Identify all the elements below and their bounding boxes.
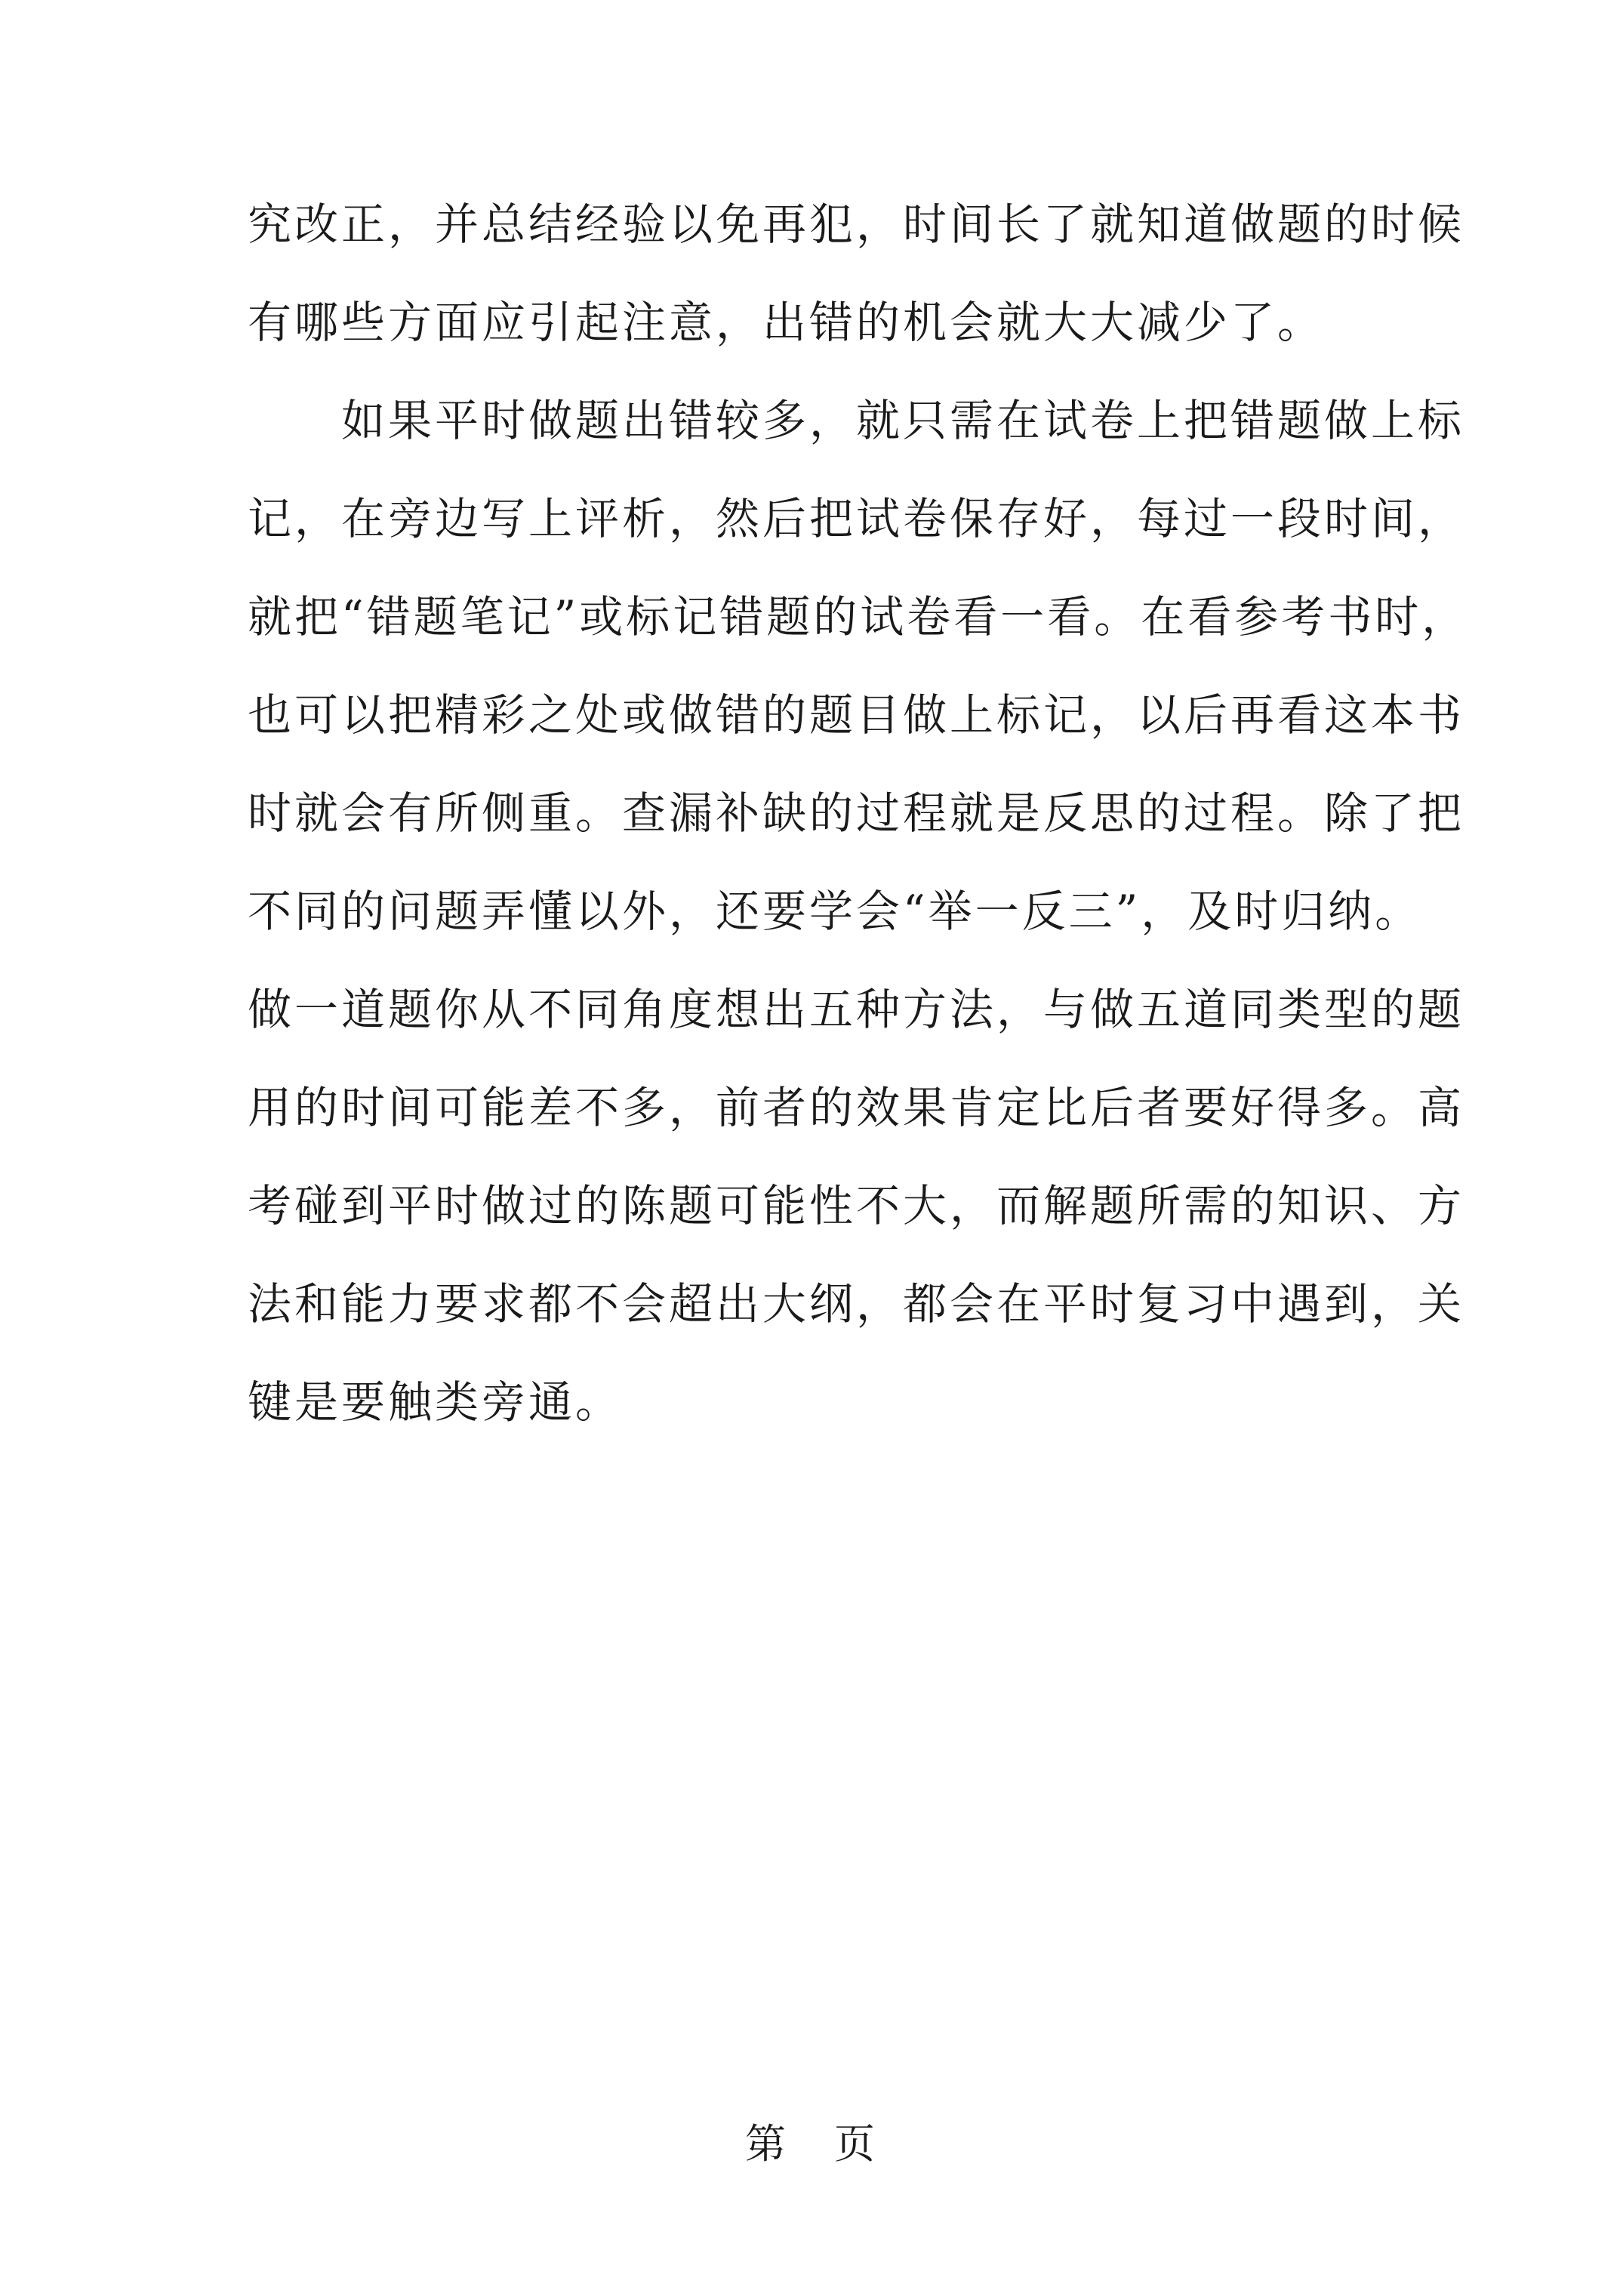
text-line: 记，在旁边写上评析，然后把试卷保存好，每过一段时间，: [248, 493, 1465, 544]
text-line: 究改正，并总结经验以免再犯，时间长了就知道做题的时候: [248, 199, 1465, 250]
footer-page-prefix: 第: [745, 2120, 789, 2168]
text-line: 也可以把精彩之处或做错的题目做上标记，以后再看这本书: [248, 689, 1465, 741]
text-line: 就把“错题笔记”或标记错题的试卷看一看。在看参考书时，: [248, 591, 1469, 643]
text-line: 做一道题你从不同角度想出五种方法，与做五道同类型的题: [248, 984, 1465, 1035]
text-line: 用的时间可能差不多，前者的效果肯定比后者要好得多。高: [248, 1082, 1465, 1133]
text-line: 考碰到平时做过的陈题可能性不大，而解题所需的知识、方: [248, 1180, 1465, 1231]
text-line: 键是要触类旁通。: [248, 1376, 623, 1428]
body-text: [248, 199, 1469, 1478]
footer-page-suffix: 页: [834, 2120, 878, 2168]
text-line: 不同的问题弄懂以外，还要学会“举一反三”，及时归纳。: [248, 886, 1422, 937]
text-line: 有哪些方面应引起注意，出错的机会就大大减少了。: [248, 297, 1325, 348]
text-line: 如果平时做题出错较多，就只需在试卷上把错题做上标: [248, 395, 1465, 446]
text-line: 时就会有所侧重。查漏补缺的过程就是反思的过程。除了把: [248, 787, 1465, 839]
page-footer: [0, 2122, 1623, 2167]
text-line: 法和能力要求都不会超出大纲，都会在平时复习中遇到，关: [248, 1278, 1465, 1330]
